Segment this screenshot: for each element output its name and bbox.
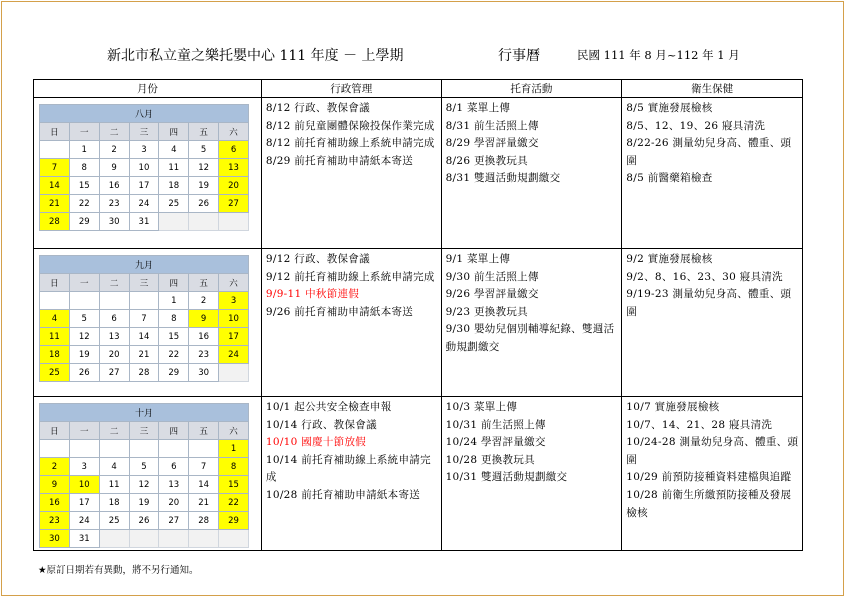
calendar-day: 21: [40, 195, 70, 213]
calendar-day: 10: [219, 310, 249, 328]
calendar-day: 26: [129, 512, 159, 530]
calendar-day: 12: [189, 159, 219, 177]
calendar-day: 4: [159, 141, 189, 159]
calendar-day: 29: [219, 512, 249, 530]
calendar-day: 22: [219, 494, 249, 512]
calendar-day: 17: [69, 494, 99, 512]
admin-entry: 10/14 前托育補助線上系統申請完成: [265, 453, 431, 484]
calendar-day: 17: [129, 177, 159, 195]
calendar-day: 7: [189, 458, 219, 476]
calendar-day: 19: [69, 346, 99, 364]
calendar-day: 12: [129, 476, 159, 494]
calendar-empty-cell: [69, 292, 99, 310]
calendar-day: 20: [99, 346, 129, 364]
calendar-day: 3: [69, 458, 99, 476]
month-row: [34, 397, 803, 551]
calendar-day: 28: [189, 512, 219, 530]
calendar-day: 30: [99, 213, 129, 231]
care-entry: 8/31 前生活照上傳: [445, 119, 539, 132]
calendar-day: 5: [129, 458, 159, 476]
care-entry: 10/31 前生活照上傳: [445, 418, 546, 431]
calendar-day: 2: [40, 458, 70, 476]
calendar-day: 13: [99, 328, 129, 346]
month-row: [34, 249, 803, 397]
calendar-day: 21: [189, 494, 219, 512]
admin-entry: 8/12 前兒童團體保險投保作業完成: [265, 119, 435, 132]
calendar-day: 31: [129, 213, 159, 231]
schedule-table: [33, 79, 803, 551]
calendar-weekday: 六: [219, 123, 249, 141]
health-entry: 10/7 實施發展檢核: [626, 401, 720, 413]
care-entry: 10/24 學習評量繳交: [445, 436, 546, 449]
month-calendar-cell: [34, 98, 262, 249]
calendar-empty-cell: [99, 292, 129, 310]
month-health-cell: [622, 98, 803, 249]
calendar-day: 22: [159, 346, 189, 364]
calendar-day: 26: [189, 195, 219, 213]
calendar-day: 15: [159, 328, 189, 346]
care-entry: 9/30 嬰幼兒個別輔導紀錄、雙週活動規劃繳交: [445, 323, 615, 353]
admin-entry: 10/14 行政、教保會議: [265, 418, 377, 431]
calendar-empty-cell: [159, 213, 189, 231]
calendar-weekday: 三: [129, 123, 159, 141]
calendar-day: 17: [219, 328, 249, 346]
admin-entry: 10/28 前托育補助申請紙本寄送: [265, 488, 421, 501]
calendar-weekday: 六: [219, 274, 249, 292]
calendar-empty-cell: [129, 292, 159, 310]
calendar-month-name: 八月: [40, 105, 249, 123]
calendar-day: 9: [40, 476, 70, 494]
calendar-day: 20: [159, 494, 189, 512]
health-entry: 10/7、14、21、28 寢具清洗: [626, 418, 773, 431]
health-entry: 8/22-26 測量幼兒身高、體重、頭圍: [626, 137, 792, 167]
calendar-day: 13: [159, 476, 189, 494]
care-entry: 10/28 更換教玩具: [445, 453, 535, 466]
health-entry: 10/29 前預防接種資料建檔與追蹤: [626, 471, 792, 484]
calendar-day: 14: [40, 177, 70, 195]
calendar-day: 9: [189, 310, 219, 328]
calendar-day: 13: [219, 159, 249, 177]
calendar-day: 24: [129, 195, 159, 213]
calendar-day: 23: [99, 195, 129, 213]
calendar-day: 19: [129, 494, 159, 512]
header-care: 托育活動: [441, 80, 622, 98]
calendar-empty-cell: [99, 440, 129, 458]
calendar-day: 28: [40, 213, 70, 231]
care-entry: 8/31 雙週活動規劃繳交: [445, 172, 561, 185]
calendar-day: 30: [189, 364, 219, 382]
calendar-weekday: 四: [159, 422, 189, 440]
calendar-day: 6: [159, 458, 189, 476]
calendar-day: 18: [159, 177, 189, 195]
calendar-day: 14: [189, 476, 219, 494]
calendar-day: 6: [99, 310, 129, 328]
calendar-day: 2: [189, 292, 219, 310]
calendar-day: 11: [40, 328, 70, 346]
calendar-empty-cell: [69, 440, 99, 458]
calendar-day: 16: [40, 494, 70, 512]
month-calendar: [39, 403, 249, 548]
admin-entry: 9/12 行政、教保會議: [265, 253, 370, 265]
admin-entry: 8/12 前托育補助線上系統申請完成: [265, 137, 435, 150]
calendar-day: 1: [69, 141, 99, 159]
month-calendar-cell: [34, 249, 262, 397]
calendar-day: 23: [40, 512, 70, 530]
month-admin-cell: [261, 249, 441, 397]
calendar-weekday: 二: [99, 422, 129, 440]
admin-entry: 8/29 前托育補助申請紙本寄送: [265, 154, 414, 167]
calendar-day: 10: [69, 476, 99, 494]
calendar-empty-cell: [219, 530, 249, 548]
month-row: [34, 98, 803, 249]
calendar-empty-cell: [159, 530, 189, 548]
calendar-day: 27: [99, 364, 129, 382]
month-calendar: [39, 104, 249, 231]
admin-entry: 9/12 前托育補助線上系統申請完成: [265, 270, 435, 283]
calendar-empty-cell: [189, 440, 219, 458]
calendar-empty-cell: [99, 530, 129, 548]
care-entry: 9/26 學習評量繳交: [445, 288, 539, 301]
calendar-weekday: 四: [159, 123, 189, 141]
month-admin-cell: [261, 98, 441, 249]
calendar-day: 5: [189, 141, 219, 159]
calendar-weekday: 日: [40, 274, 70, 292]
calendar-day: 1: [219, 440, 249, 458]
health-entry: 8/5 前醫藥箱檢查: [626, 172, 713, 185]
month-care-cell: [441, 249, 622, 397]
calendar-day: 6: [219, 141, 249, 159]
calendar-day: 5: [69, 310, 99, 328]
header-month: 月份: [34, 80, 262, 98]
admin-entry: 9/26 前托育補助申請紙本寄送: [265, 305, 414, 318]
calendar-day: 20: [219, 177, 249, 195]
month-care-cell: [441, 98, 622, 249]
calendar-day: 31: [69, 530, 99, 548]
calendar-weekday: 二: [99, 123, 129, 141]
calendar-day: 30: [40, 530, 70, 548]
calendar-empty-cell: [189, 530, 219, 548]
calendar-weekday: 一: [69, 422, 99, 440]
calendar-weekday: 四: [159, 274, 189, 292]
health-entry: 10/28 前衛生所繳預防接種及發展檢核: [626, 488, 792, 519]
calendar-month-name: 九月: [40, 256, 249, 274]
header-row: [34, 80, 803, 98]
admin-entry: 10/10 國慶十節放假: [265, 436, 367, 449]
month-care-cell: [441, 397, 622, 551]
care-entry: 9/23 更換教玩具: [445, 305, 528, 318]
calendar-weekday: 三: [129, 422, 159, 440]
health-entry: 9/19-23 測量幼兒身高、體重、頭圍: [626, 288, 792, 318]
calendar-day: 16: [99, 177, 129, 195]
calendar-weekday: 日: [40, 123, 70, 141]
admin-entry: 8/12 行政、教保會議: [265, 102, 370, 114]
care-entry: 9/30 前生活照上傳: [445, 270, 539, 283]
footnote: ★原訂日期若有異動，將不另行通知。: [38, 565, 199, 576]
health-entry: 9/2、8、16、23、30 寢具清洗: [626, 270, 783, 283]
calendar-month-name: 十月: [40, 404, 249, 422]
calendar-day: 23: [189, 346, 219, 364]
health-entry: 10/24-28 測量幼兒身高、體重、頭圍: [626, 436, 799, 466]
calendar-empty-cell: [40, 141, 70, 159]
calendar-weekday: 一: [69, 123, 99, 141]
calendar-day: 21: [129, 346, 159, 364]
calendar-weekday: 日: [40, 422, 70, 440]
calendar-day: 18: [40, 346, 70, 364]
calendar-weekday: 五: [189, 123, 219, 141]
calendar-day: 19: [189, 177, 219, 195]
calendar-day: 10: [129, 159, 159, 177]
calendar-weekday: 五: [189, 422, 219, 440]
admin-entry: 9/9-11 中秋節連假: [265, 288, 360, 301]
admin-entry: 10/1 起公共安全檢查申報: [265, 401, 392, 413]
calendar-day: 25: [99, 512, 129, 530]
care-entry: 8/26 更換教玩具: [445, 154, 528, 167]
calendar-day: 27: [159, 512, 189, 530]
health-entry: 8/5 實施發展檢核: [626, 102, 713, 114]
calendar-day: 24: [69, 512, 99, 530]
calendar-empty-cell: [159, 440, 189, 458]
calendar-weekday: 三: [129, 274, 159, 292]
calendar-day: 18: [99, 494, 129, 512]
calendar-empty-cell: [189, 213, 219, 231]
calendar-day: 15: [219, 476, 249, 494]
health-entry: 8/5、12、19、26 寢具清洗: [626, 119, 766, 132]
header-admin: 行政管理: [261, 80, 441, 98]
calendar-day: 26: [69, 364, 99, 382]
calendar-day: 22: [69, 195, 99, 213]
calendar-day: 24: [219, 346, 249, 364]
calendar-day: 3: [129, 141, 159, 159]
calendar-weekday: 二: [99, 274, 129, 292]
care-entry: 8/1 菜單上傳: [445, 102, 511, 114]
care-entry: 10/31 雙週活動規劃繳交: [445, 471, 568, 484]
calendar-day: 29: [69, 213, 99, 231]
month-health-cell: [622, 397, 803, 551]
calendar-day: 15: [69, 177, 99, 195]
calendar-empty-cell: [40, 292, 70, 310]
title-main: 新北市私立童之樂托嬰中心 111 年度 － 上學期: [107, 48, 404, 64]
calendar-day: 8: [219, 458, 249, 476]
calendar-day: 9: [99, 159, 129, 177]
calendar-weekday: 五: [189, 274, 219, 292]
month-health-cell: [622, 249, 803, 397]
calendar-day: 16: [189, 328, 219, 346]
calendar-empty-cell: [129, 440, 159, 458]
calendar-weekday: 六: [219, 422, 249, 440]
calendar-day: 11: [99, 476, 129, 494]
care-entry: 9/1 菜單上傳: [445, 253, 511, 265]
care-entry: 8/29 學習評量繳交: [445, 137, 539, 150]
calendar-day: 8: [159, 310, 189, 328]
calendar-day: 25: [40, 364, 70, 382]
page-title: [0, 45, 847, 65]
calendar-day: 14: [129, 328, 159, 346]
month-admin-cell: [261, 397, 441, 551]
care-entry: 10/3 菜單上傳: [445, 401, 518, 413]
calendar-day: 29: [159, 364, 189, 382]
calendar-day: 4: [40, 310, 70, 328]
month-calendar-cell: [34, 397, 262, 551]
calendar-weekday: 一: [69, 274, 99, 292]
calendar-day: 7: [40, 159, 70, 177]
calendar-day: 28: [129, 364, 159, 382]
calendar-day: 3: [219, 292, 249, 310]
calendar-day: 25: [159, 195, 189, 213]
calendar-day: 1: [159, 292, 189, 310]
calendar-day: 7: [129, 310, 159, 328]
calendar-empty-cell: [129, 530, 159, 548]
calendar-empty-cell: [219, 213, 249, 231]
calendar-empty-cell: [40, 440, 70, 458]
health-entry: 9/2 實施發展檢核: [626, 253, 713, 265]
calendar-day: 8: [69, 159, 99, 177]
calendar-day: 4: [99, 458, 129, 476]
calendar-empty-cell: [219, 364, 249, 382]
title-sub: 行事曆: [498, 48, 540, 64]
header-health: 衛生保健: [622, 80, 803, 98]
title-period: 民國 111 年 8 月~112 年 1 月: [577, 48, 740, 62]
calendar-day: 2: [99, 141, 129, 159]
month-calendar: [39, 255, 249, 382]
calendar-day: 27: [219, 195, 249, 213]
calendar-day: 12: [69, 328, 99, 346]
calendar-day: 11: [159, 159, 189, 177]
